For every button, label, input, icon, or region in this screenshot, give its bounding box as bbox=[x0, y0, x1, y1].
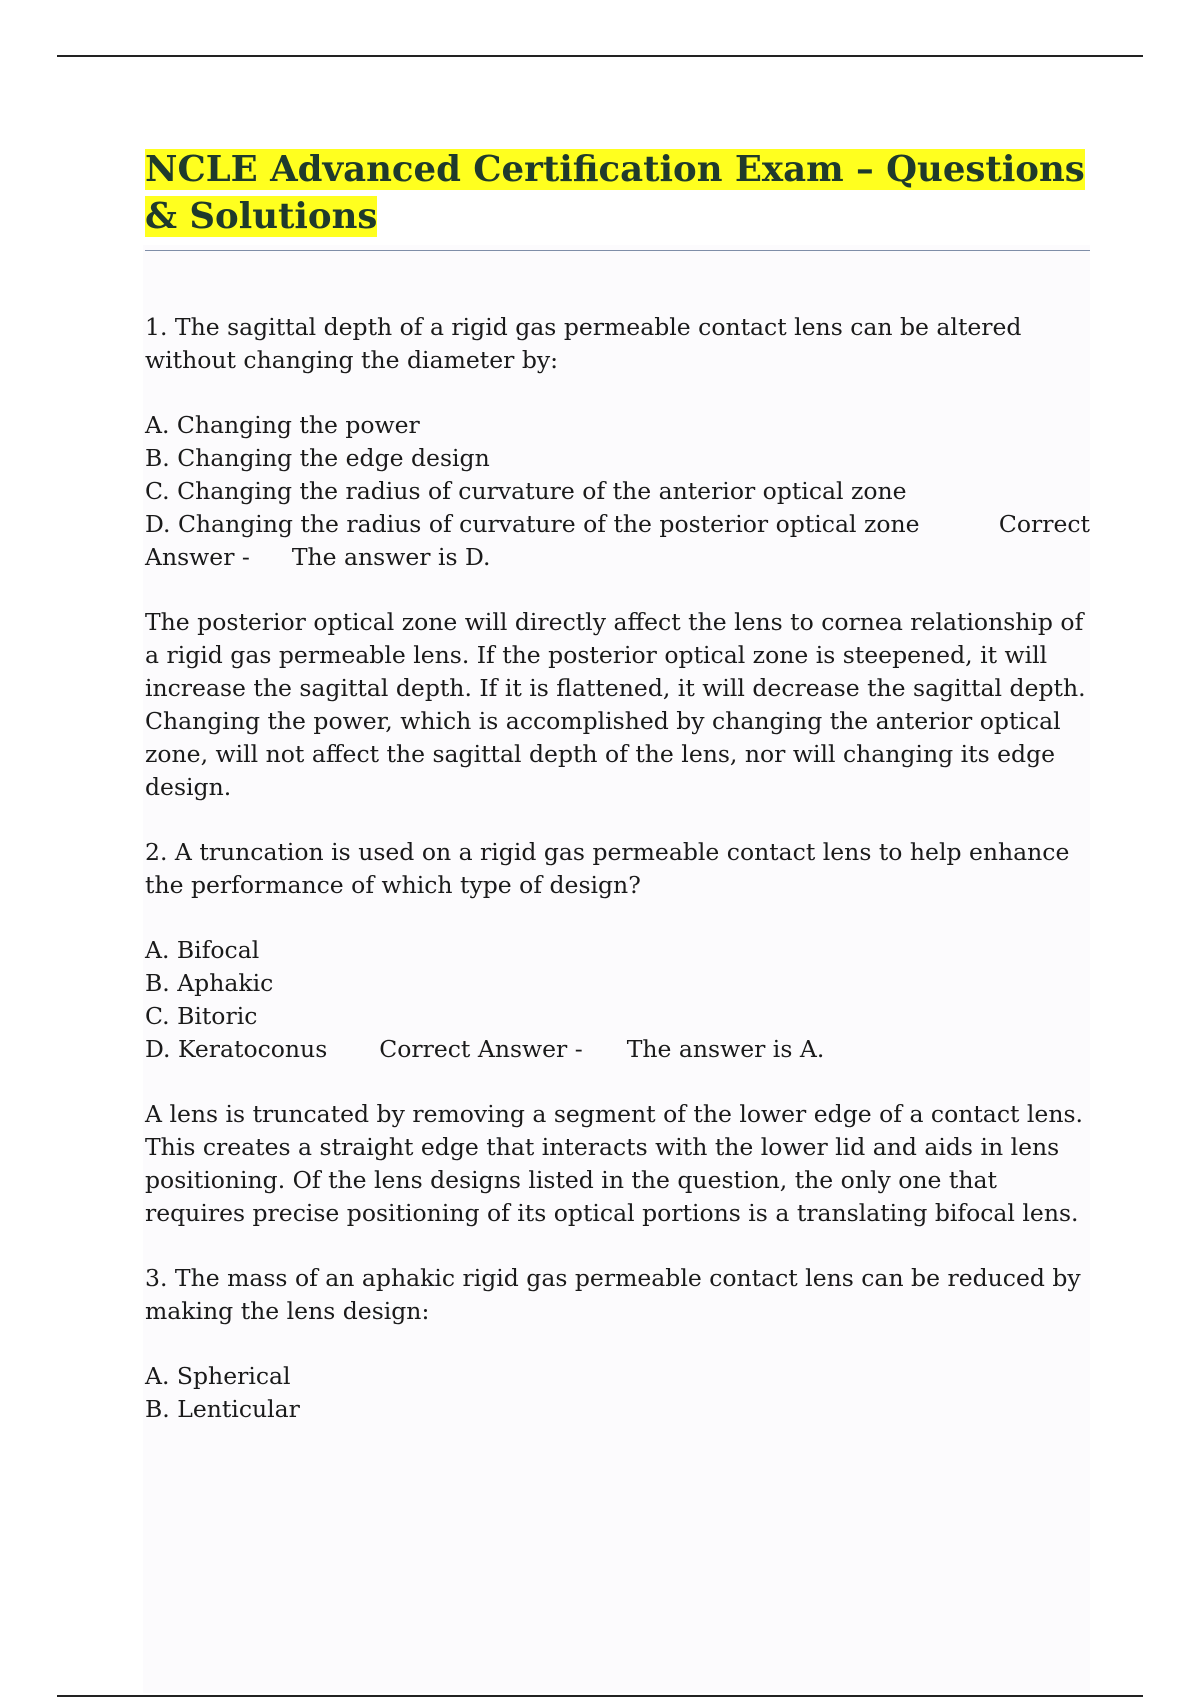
question-3-option-a: A. Spherical bbox=[145, 1362, 291, 1390]
question-1-answer: The answer is D. bbox=[291, 543, 491, 571]
question-1-option-c: C. Changing the radius of curvature of the anterior optical zone bbox=[145, 477, 907, 505]
question-3-option-b: B. Lenticular bbox=[145, 1395, 300, 1423]
document-title: NCLE Advanced Certification Exam – Questions & Solutions bbox=[145, 149, 1085, 237]
question-2-correct-label: Correct Answer - bbox=[379, 1035, 583, 1063]
question-1-option-a: A. Changing the power bbox=[145, 411, 420, 439]
question-1-options bbox=[145, 409, 1090, 574]
question-2-explanation: A lens is truncated by removing a segment of the lower edge of a contact lens. This creates a straight edge that interacts with the lower lid and aids in lens positioning. Of the lens designs listed in the question, the only one that requires precise positioning of its optical portions is a translating bifocal lens. bbox=[145, 1100, 1083, 1227]
question-1-option-b: B. Changing the edge design bbox=[145, 444, 490, 472]
question-2-option-c: C. Bitoric bbox=[145, 1002, 258, 1030]
question-1-option-d: D. Changing the radius of curvature of the posterior optical zone bbox=[145, 510, 920, 538]
question-3-stem: 3. The mass of an aphakic rigid gas permeable contact lens can be reduced by making the lens design: bbox=[145, 1264, 1081, 1325]
question-2-options bbox=[145, 934, 1090, 1066]
question-2-option-d: D. Keratoconus bbox=[145, 1035, 328, 1063]
question-1-correct-label-part1: Correct bbox=[998, 510, 1090, 538]
question-2-option-a: A. Bifocal bbox=[145, 936, 260, 964]
document-body bbox=[145, 146, 1090, 1426]
question-1-explanation: The posterior optical zone will directly affect the lens to cornea relationship of a rigid gas permeable lens. If the posterior optical zone is steepened, it will increase the sagittal depth. If it is flattened, it will decrease the sagittal depth. Changing the power, which is accomplished by changing the anterior optical zone, will not affect the sagittal depth of the lens, nor will changing its edge design. bbox=[145, 608, 1086, 801]
question-1-option-d-line bbox=[145, 508, 1090, 541]
question-2-stem: 2. A truncation is used on a rigid gas permeable contact lens to help enhance the performance of which type of design? bbox=[145, 838, 1070, 899]
page-top-rule bbox=[57, 55, 1143, 57]
question-1-correct-label-part2: Answer - bbox=[145, 543, 250, 571]
question-1-answer-line bbox=[145, 541, 1090, 574]
question-2-option-b: B. Aphakic bbox=[145, 969, 274, 997]
question-2-option-d-line bbox=[145, 1033, 1090, 1066]
page-bottom-rule bbox=[57, 1695, 1143, 1697]
question-2-answer: The answer is A. bbox=[626, 1035, 825, 1063]
title-underline bbox=[145, 250, 1090, 251]
question-1-stem: 1. The sagittal depth of a rigid gas permeable contact lens can be altered without changing the diameter by: bbox=[145, 313, 1022, 374]
question-3-options bbox=[145, 1360, 1090, 1426]
